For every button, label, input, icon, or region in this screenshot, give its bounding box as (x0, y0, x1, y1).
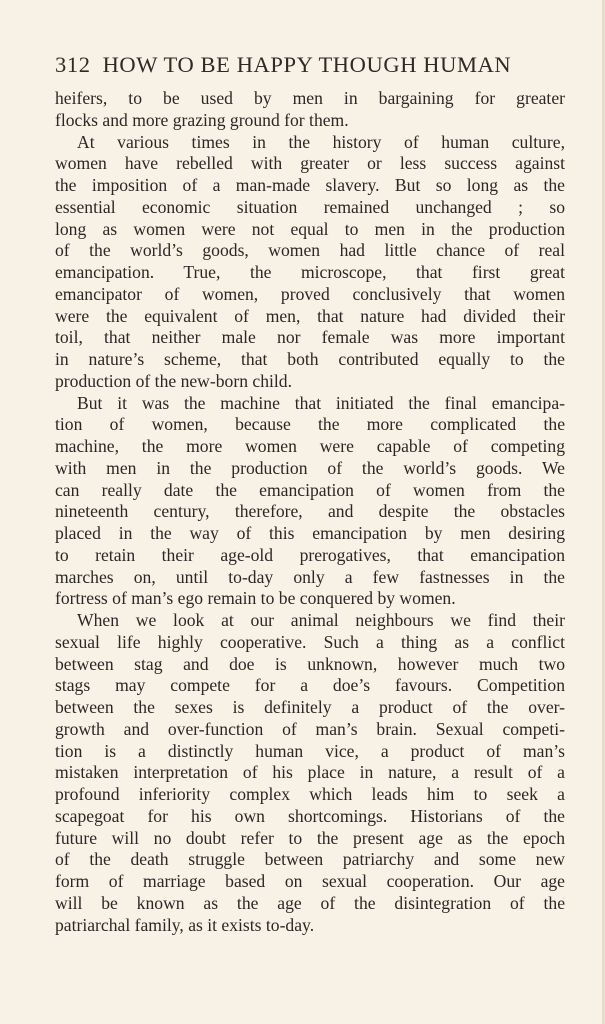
paragraph-start-line: But it was the machine that initiated the final emancipa- (77, 392, 565, 413)
text-line: growth and over-function of man’s brain. Sexual competi- (55, 718, 565, 739)
text-line: emancipator of women, proved conclusively that women (55, 283, 565, 304)
text-line: emancipation. True, the microscope, that first great (55, 262, 565, 282)
text-line: to retain their age-old prerogatives, that emancipation (55, 544, 565, 565)
text-line: sexual life highly cooperative. Such a thing as a conflict (55, 631, 565, 652)
text-line: between stag and doe is unknown, however much two (55, 653, 565, 674)
paragraph-start-line: When we look at our animal neighbours we find their (77, 610, 565, 630)
text-line: machine, the more women were capable of competing (55, 436, 565, 456)
text-line: will be known as the age of the disintegration of the (55, 892, 565, 913)
text-line: form of marriage based on sexual cooperation. Our age (55, 871, 565, 891)
text-line: profound inferiority complex which leads him to seek a (55, 784, 565, 804)
text-line: future will no doubt refer to the present age as the epoch (55, 827, 565, 848)
text-line: stags may compete for a doe’s favours. Competition (55, 675, 565, 696)
text-line: production of the new-born child. (55, 370, 292, 391)
text-line: placed in the way of this emancipation by men desiring (55, 523, 565, 543)
text-line: tion of women, because the more complicated the (55, 414, 565, 435)
text-line: heifers, to be used by men in bargaining for greater (55, 88, 565, 108)
text-line: of the world’s goods, women had little chance of real (55, 240, 565, 261)
text-line: between the sexes is definitely a product of the over- (55, 697, 565, 717)
text-line: the imposition of a man-made slavery. But so long as the (55, 175, 565, 195)
text-line: women have rebelled with greater or less success against (55, 153, 565, 174)
text-line: nineteenth century, therefore, and despite the obstacles (55, 501, 565, 522)
text-line: marches on, until to-day only a few fastnesses in the (55, 566, 565, 587)
text-line: can really date the emancipation of women from the (55, 479, 565, 500)
text-line: long as women were not equal to men in the production (55, 218, 565, 239)
text-line: mistaken interpretation of his place in nature, a result of a (55, 762, 565, 783)
text-line: fortress of man’s ego remain to be conquered by women. (55, 588, 456, 609)
page-number: 312 (55, 52, 91, 77)
running-header (55, 52, 565, 78)
text-line: patriarchal family, as it exists to-day. (55, 914, 315, 935)
text-line: of the death struggle between patriarchy and some new (55, 849, 565, 870)
body-text (55, 88, 565, 936)
text-line: were the equivalent of men, that nature had divided their (55, 305, 565, 326)
text-line: tion is a distinctly human vice, a product of man’s (55, 740, 565, 761)
running-title: HOW TO BE HAPPY THOUGH HUMAN (102, 52, 512, 77)
text-line: toil, that neither male nor female was more important (55, 327, 565, 348)
text-line: essential economic situation remained unchanged ; so (55, 196, 565, 217)
text-line: in nature’s scheme, that both contributed equally to the (55, 349, 565, 369)
text-line: scapegoat for his own shortcomings. Historians of the (55, 805, 565, 826)
text-line: with men in the production of the world’s goods. We (55, 457, 565, 478)
paragraph-start-line: At various times in the history of human culture, (77, 131, 565, 152)
text-line: flocks and more grazing ground for them. (55, 109, 349, 130)
